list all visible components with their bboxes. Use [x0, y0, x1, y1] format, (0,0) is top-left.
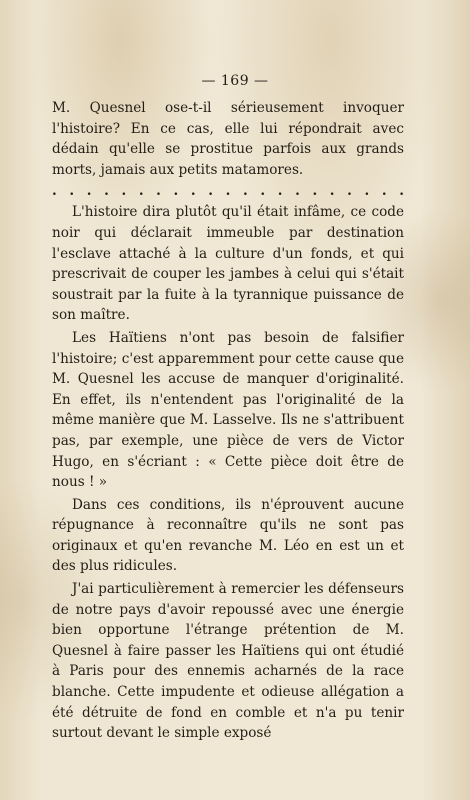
paragraph-2: L'histoire dira plutôt qu'il était infâme, ce code noir qui déclarait immeuble par destination l'esclave attaché à la culture d'un fonds, et qui prescrivait de couper les jambes à celui qui s'était soustrait par la fuite à la tyrannique puissance de son maître. [52, 204, 404, 324]
paragraph-3: Les Haïtiens n'ont pas besoin de falsifier l'histoire; c'est apparemment pour cette cause que M. Quesnel les accuse de manquer d'originalité. En effet, ils n'entendent pas l'originalité de la même manière que M. Lasselve. Ils ne s'attribuent pas, par exemple, une pièce de vers de Victor Hugo, en s'écriant : « Cette pièce doit être de nous ! » [52, 329, 404, 491]
paragraph-5: J'ai particulièrement à remercier les défenseurs de notre pays d'avoir repoussé avec une énergie bien opportune l'étrange prétention de M. Quesnel à faire passer les Haïtiens qui ont étudié à Paris pour des ennemis acharnés de la race blanche. Cette impudente et odieuse allégation a été détruite de fond en comble et n'a pu tenir surtout devant le simple exposé [52, 581, 404, 742]
paragraph-4: Dans ces conditions, ils n'éprouvent aucune répugnance à reconnaître qu'ils ne sont pas originaux et qu'en revanche M. Léo en est un et des plus ridicules. [52, 496, 404, 575]
ellipsis-separator: . . . . . . . . . . . . . . . . . . . . . [52, 183, 404, 200]
page-number: — 169 — [201, 73, 269, 89]
paragraph-1: M. Quesnel ose-t-il sérieusement invoquer l'histoire? En ce cas, elle lui répondrait avec dédain qu'elle se prostitue parfois aux grands morts, jamais aux petits matamores. [52, 100, 404, 178]
body-text [52, 98, 404, 746]
